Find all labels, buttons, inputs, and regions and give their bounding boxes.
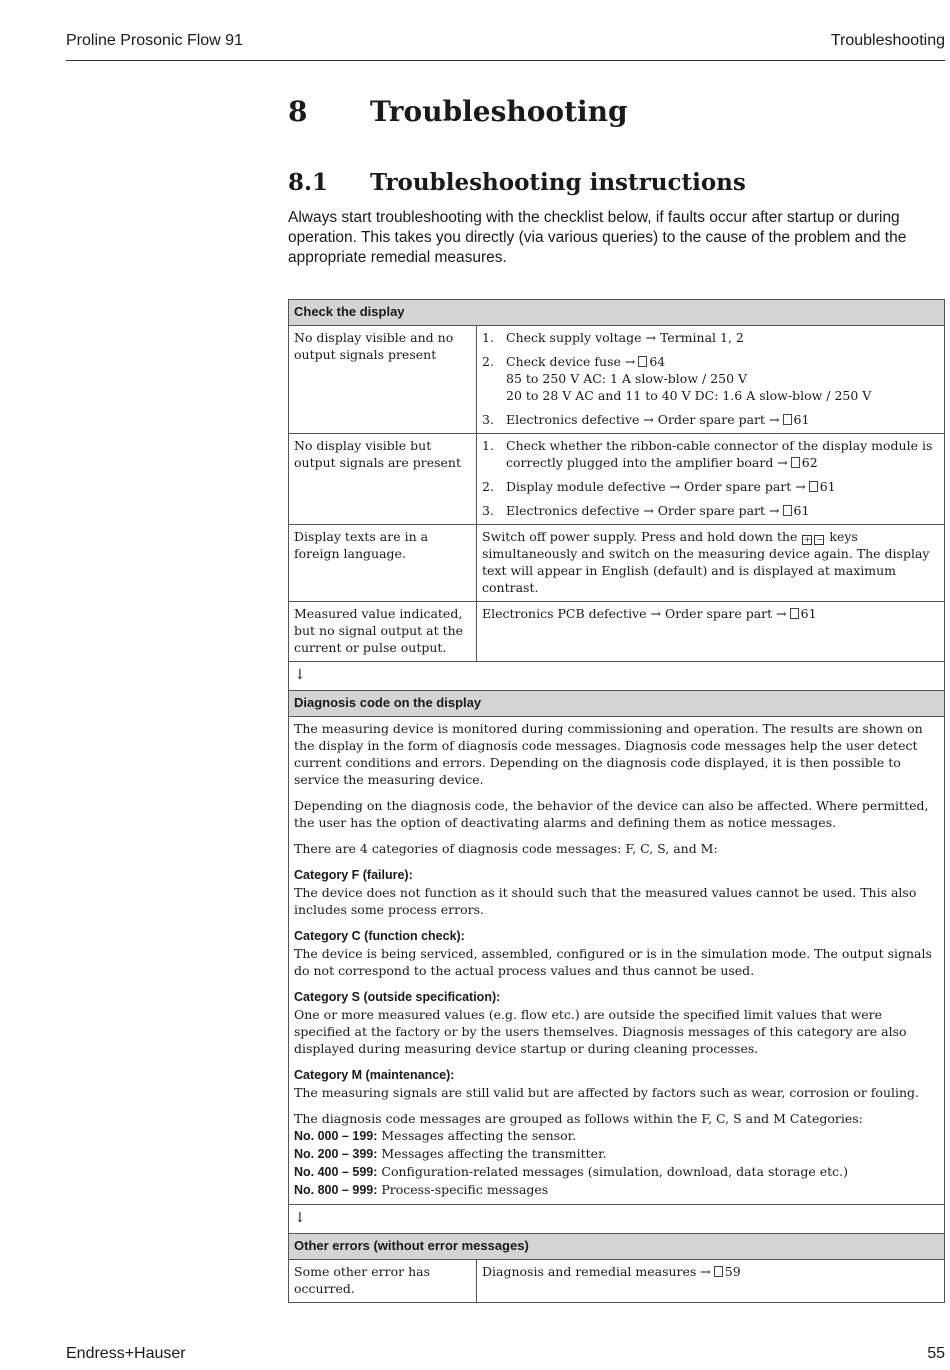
page-ref-icon bbox=[638, 356, 647, 367]
step-item: 3. Electronics defective → Order spare part → 61 bbox=[482, 503, 810, 518]
page-ref-icon bbox=[783, 414, 792, 425]
step-item: 1. Check supply voltage → Terminal 1, 2 bbox=[482, 330, 744, 345]
down-arrow-icon: ↓ bbox=[289, 1205, 945, 1234]
section-title: Troubleshooting instructions bbox=[370, 169, 746, 196]
page-ref: 64 bbox=[649, 354, 666, 369]
step-item: 3. Electronics defective → Order spare part → 61 bbox=[482, 412, 810, 427]
step-item: 1. Check whether the ribbon-cable connector of the display module is correctly plugged into the amplifier board → 62 bbox=[482, 438, 933, 470]
page-number: 55 bbox=[927, 1345, 945, 1362]
category-c: Category C (function check): The device is being serviced, assembled, configured or is in the simulation mode. The output signals do not correspond to the actual process values and thus cannot be used. bbox=[294, 929, 932, 978]
table-row bbox=[289, 1260, 945, 1303]
category-f: Category F (failure): The device does not function as it should such that the measured values cannot be used. This also includes some process errors. bbox=[294, 868, 917, 917]
table-row bbox=[289, 434, 945, 525]
troubleshooting-table bbox=[288, 299, 945, 1303]
diagnosis-paragraph: Depending on the diagnosis code, the behavior of the device can also be affected. Where permitted, the user has the option of deactivating alarms and defining them as notice messages. bbox=[294, 798, 929, 830]
section-diagnosis-heading: Diagnosis code on the display bbox=[289, 691, 945, 717]
diagnosis-cell bbox=[289, 717, 945, 1205]
table-row bbox=[289, 525, 945, 602]
category-s: Category S (outside specification): One or more measured values (e.g. flow etc.) are outside the specified limit values that were specified at the factory or by the users themselves. Diagnosis messages of this category are also displayed during measuring device startup or during cleaning processes. bbox=[294, 990, 907, 1056]
step-item: 2. Check device fuse → 64 85 to 250 V AC: 1 A slow-blow / 250 V 20 to 28 V AC and 11 to 40 V DC: 1.6 A slow-blow / 250 V bbox=[482, 354, 872, 403]
section-number: 8.1 bbox=[288, 169, 329, 196]
page-ref-icon bbox=[809, 481, 818, 492]
page-ref: 62 bbox=[801, 455, 818, 470]
section-heading bbox=[288, 169, 746, 196]
down-arrow-icon: ↓ bbox=[289, 662, 945, 691]
step-item: 2. Display module defective → Order spare part → 61 bbox=[482, 479, 836, 494]
page-ref: 61 bbox=[793, 412, 810, 427]
diagnosis-paragraph: The measuring device is monitored during commissioning and operation. The results are shown on the display in the form of diagnosis code messages. Diagnosis code messages help the user detect current conditions and errors. Depending on the diagnosis code displayed, it is then possible to service the measuring device. bbox=[294, 721, 923, 787]
page-ref: 61 bbox=[819, 479, 836, 494]
remedy-cell: Electronics PCB defective → Order spare part → 61 bbox=[477, 602, 945, 662]
section-other-errors-heading: Other errors (without error messages) bbox=[289, 1234, 945, 1260]
remedy-cell: Switch off power supply. Press and hold down the + − keys simultaneously and switch on the measuring device again. The display text will appear in English (default) and is displayed at maximum contrast. bbox=[477, 525, 945, 602]
symptom-cell: Display texts are in a foreign language. bbox=[289, 525, 477, 602]
diagnosis-paragraph: There are 4 categories of diagnosis code messages: F, C, S, and M: bbox=[294, 841, 718, 856]
page-ref-icon bbox=[791, 457, 800, 468]
page-ref-icon bbox=[714, 1266, 723, 1277]
page-ref: 61 bbox=[793, 503, 810, 518]
page-footer bbox=[66, 1345, 945, 1363]
page-header bbox=[66, 30, 945, 61]
intro-paragraph: Always start troubleshooting with the checklist below, if faults occur after startup or during operation. This takes you directly (via various queries) to the cause of the problem and the appropriate remedial measures. bbox=[288, 209, 907, 266]
symptom-cell: Some other error has occurred. bbox=[289, 1260, 477, 1303]
plus-key-icon: + bbox=[804, 535, 811, 544]
diagnosis-groups: The diagnosis code messages are grouped as follows within the F, C, S and M Categories: No. 000 – 199: Messages affecting the sensor. No. 200 – 399: Messages affecting the transmitter. No. 400 – 599: Configuration-related messages (simulation, download, data storage etc.) No. 800 – 999: Process-specific messages bbox=[294, 1111, 863, 1197]
page-ref-icon bbox=[790, 608, 799, 619]
chapter-number: 8 bbox=[288, 95, 308, 128]
page-ref-icon bbox=[783, 505, 792, 516]
header-title: Proline Prosonic Flow 91 bbox=[66, 32, 243, 49]
chapter-heading bbox=[288, 95, 628, 128]
remedy-cell: Diagnosis and remedial measures → 59 bbox=[477, 1260, 945, 1303]
header-section: Troubleshooting bbox=[830, 32, 945, 49]
symptom-cell: Measured value indicated, but no signal output at the current or pulse output. bbox=[289, 602, 477, 662]
minus-key-icon: − bbox=[816, 535, 823, 544]
footer-brand: Endress+Hauser bbox=[66, 1345, 186, 1362]
section-check-display-heading: Check the display bbox=[289, 300, 945, 326]
page-ref: 61 bbox=[800, 606, 817, 621]
symptom-cell: No display visible but output signals are present bbox=[289, 434, 477, 525]
remedy-cell bbox=[477, 434, 945, 525]
symptom-cell: No display visible and no output signals present bbox=[289, 326, 477, 434]
category-m: Category M (maintenance): The measuring signals are still valid but are affected by factors such as wear, corrosion or fouling. bbox=[294, 1068, 920, 1100]
page-ref: 59 bbox=[724, 1264, 741, 1279]
table-row bbox=[289, 326, 945, 434]
chapter-title: Troubleshooting bbox=[370, 95, 628, 128]
remedy-cell bbox=[477, 326, 945, 434]
table-row bbox=[289, 602, 945, 662]
